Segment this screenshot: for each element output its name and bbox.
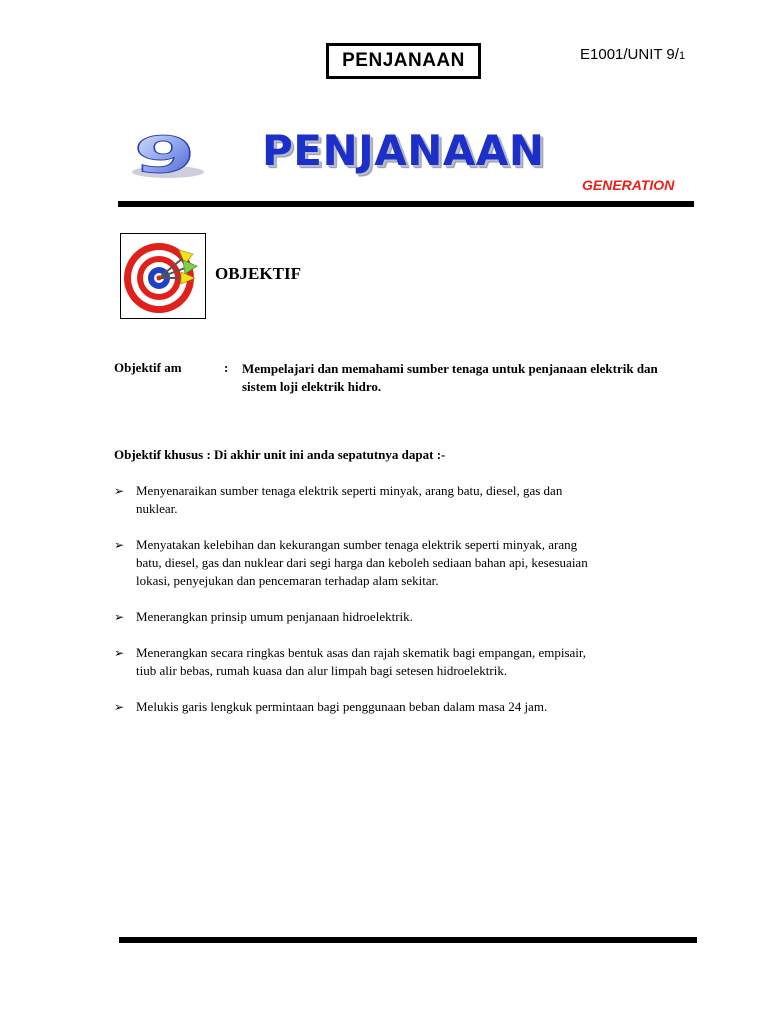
page-subtitle: GENERATION (582, 177, 675, 193)
page-title: PENJANAAN (262, 126, 545, 175)
list-item (114, 698, 594, 716)
list-item (114, 482, 594, 518)
bottom-divider (119, 937, 697, 943)
general-objective-separator: : (224, 360, 229, 375)
target-with-darts-icon (120, 233, 206, 319)
unit-number-graphic (124, 126, 206, 184)
bullet-arrow-icon: ➢ (114, 538, 125, 552)
bullet-arrow-icon: ➢ (114, 484, 125, 498)
top-divider (118, 201, 694, 207)
objective-heading: OBJEKTIF (215, 264, 301, 283)
header-title-box (326, 43, 481, 79)
unit-number-text: 9 (133, 126, 196, 184)
specific-objective-label: Objektif khusus : Di akhir unit ini anda sepatutnya dapat :- (114, 447, 446, 462)
list-item-text: Menyenaraikan sumber tenaga elektrik seperti minyak, arang batu, diesel, gas dan nuklear. (136, 483, 563, 516)
header-title: PENJANAAN (342, 50, 465, 71)
bullet-arrow-icon: ➢ (114, 610, 125, 624)
list-item-text: Menyatakan kelebihan dan kekurangan sumber tenaga elektrik seperti minyak, arang batu, diesel, gas dan nuklear dari segi harga dan keboleh sediaan bahan api, kesesuaian lokasi, penyejukan dan pencemaran terhadap alam sekitar. (136, 537, 588, 588)
bullet-arrow-icon: ➢ (114, 700, 125, 714)
list-item (114, 644, 594, 680)
general-objective-text: Mempelajari dan memahami sumber tenaga untuk penjanaan elektrik dan sistem loji elektrik hidro. (242, 361, 658, 394)
list-item-text: Menerangkan prinsip umum penjanaan hidroelektrik. (136, 609, 413, 624)
general-objective-label: Objektif am (114, 360, 182, 375)
unit-code: E1001/UNIT 9/ (580, 46, 679, 63)
objective-list (114, 482, 594, 734)
list-item (114, 536, 594, 590)
page-number: 1 (678, 50, 686, 62)
list-item (114, 608, 594, 626)
list-item-text: Melukis garis lengkuk permintaan bagi penggunaan beban dalam masa 24 jam. (136, 699, 548, 714)
unit-page-code (580, 46, 685, 63)
list-item-text: Menerangkan secara ringkas bentuk asas dan rajah skematik bagi empangan, empisair, tiub alir bebas, rumah kuasa dan alur limpah bagi setesen hidroelektrik. (136, 645, 586, 678)
bullet-arrow-icon: ➢ (114, 646, 125, 660)
